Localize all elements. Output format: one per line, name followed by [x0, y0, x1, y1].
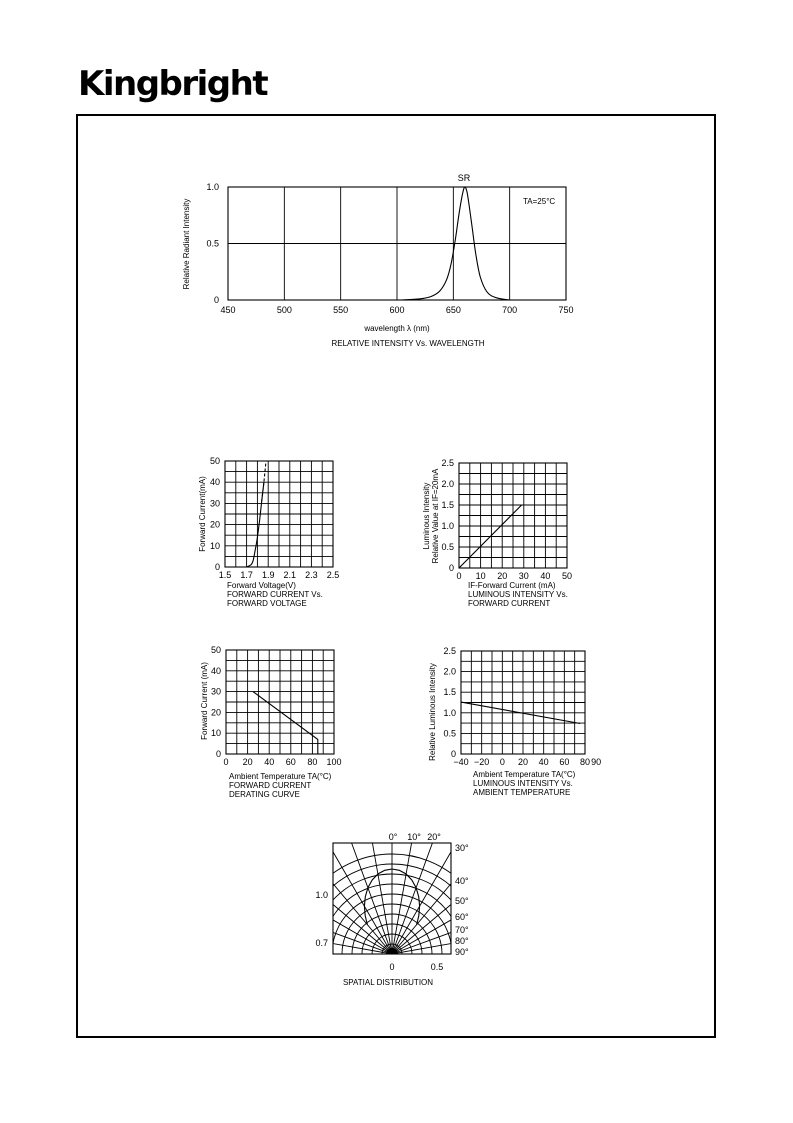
- lum-temp-chart-title-line: LUMINOUS INTENSITY Vs.: [473, 779, 573, 788]
- lum-current-chart-y-tick-label: 0.5: [441, 542, 454, 552]
- lum-temp-chart-y-tick-label: 0.5: [443, 728, 456, 739]
- iv-chart-title-line: FORWARD CURRENT Vs.: [227, 590, 323, 599]
- wavelength-chart-y-tick-label: 0: [213, 295, 219, 305]
- wavelength-chart-x-tick-label: 750: [558, 305, 574, 315]
- lum-temp-chart-x-tick-label: 90: [591, 757, 602, 767]
- lum-temp-chart-y-tick-label: 2.5: [443, 646, 456, 656]
- wavelength-chart-x-tick-label: 550: [333, 305, 349, 315]
- lum-current-chart-x-tick-label: 30: [518, 571, 529, 581]
- iv-chart-ylabel: Forward Current(mA): [198, 476, 207, 552]
- wavelength-chart-x-tick-label: 500: [276, 305, 292, 315]
- polar-angle-spoke: [219, 854, 392, 954]
- iv-chart-x-tick-label: 1.7: [240, 570, 253, 580]
- iv-chart-y-tick-label: 0: [214, 562, 220, 572]
- lum-current-chart-x-tick-label: 0: [456, 571, 462, 581]
- iv-chart-x-tick-label: 2.3: [305, 570, 318, 580]
- lum-temp-chart-x-tick-label: 0: [499, 757, 505, 767]
- iv-chart-y-tick-label: 50: [209, 456, 220, 466]
- polar-radius-label: 0.5: [430, 962, 444, 972]
- derating-chart-y-tick-label: 10: [210, 728, 221, 739]
- polar-angle-label: 90°: [455, 947, 469, 957]
- iv-chart-x-tick-label: 2.5: [326, 570, 340, 580]
- derating-chart-y-tick-label: 0: [215, 749, 221, 759]
- polar-angle-label: 70°: [455, 925, 469, 935]
- lum-current-chart-x-tick-label: 40: [540, 571, 551, 581]
- lum-temp-chart-x-tick-label: 40: [538, 757, 549, 767]
- derating-chart-y-tick-label: 40: [210, 665, 221, 676]
- polar-angle-label: 60°: [455, 912, 469, 922]
- lum-temp-chart-x-tick-label: −20: [474, 757, 490, 767]
- polar-angle-label: 20°: [427, 832, 441, 842]
- polar-angle-label: 40°: [455, 876, 469, 886]
- lum-current-chart-y-tick-label: 2.5: [441, 458, 454, 468]
- derating-chart-x-tick-label: 40: [264, 757, 275, 767]
- lum-temp-chart-ylabel: Relative Luminous Intensity: [428, 663, 437, 761]
- lum-current-chart: [422, 458, 572, 608]
- lum-current-chart-y-tick-label: 0: [448, 563, 454, 573]
- iv-chart-xlabel: Forward Voltage(V): [227, 581, 296, 590]
- iv-chart-title-line: FORWARD VOLTAGE: [227, 599, 307, 608]
- lum-temp-chart: [428, 646, 601, 797]
- lum-temp-chart-y-tick-label: 0: [450, 749, 456, 759]
- derating-chart-x-tick-label: 60: [285, 757, 296, 767]
- lum-temp-chart-xlabel: Ambient Temperature TA(°C): [473, 770, 576, 779]
- derating-chart-y-tick-label: 30: [210, 686, 221, 697]
- lum-temp-chart-y-tick-label: 2.0: [443, 666, 456, 677]
- polar-angle-label: 50°: [455, 896, 469, 906]
- derating-chart-x-tick-label: 80: [307, 757, 318, 767]
- wavelength-chart-x-tick-label: 700: [502, 305, 518, 315]
- wavelength-chart-xlabel: wavelength λ (nm): [364, 324, 430, 333]
- derating-chart-x-tick-label: 0: [223, 757, 229, 767]
- lum-current-chart-y-tick-label: 1.0: [441, 521, 454, 531]
- iv-chart-y-tick-label: 10: [209, 540, 220, 551]
- wavelength-chart-ylabel: Relative Radiant Intensity: [182, 198, 191, 290]
- wavelength-chart-condition: TA=25°C: [523, 197, 556, 206]
- wavelength-chart-title: RELATIVE INTENSITY Vs. WAVELENGTH: [331, 339, 485, 348]
- derating-chart: [200, 645, 342, 799]
- polar-radius-label: 0: [389, 962, 395, 972]
- iv-chart-x-tick-label: 1.9: [261, 570, 275, 580]
- lum-temp-chart-x-tick-label: −40: [453, 757, 469, 767]
- lum-temp-chart-y-tick-label: 1.5: [443, 687, 456, 698]
- polar-angle-label: 0°: [388, 832, 398, 842]
- lum-temp-chart-title-line: AMBIENT TEMPERATURE: [473, 788, 571, 797]
- lum-temp-chart-title: [473, 779, 573, 797]
- derating-chart-title: [229, 781, 311, 799]
- iv-chart: [198, 456, 339, 608]
- wavelength-chart-x-tick-label: 600: [389, 305, 405, 315]
- lum-current-chart-title-line: FORWARD CURRENT: [468, 599, 551, 608]
- iv-chart-y-tick-label: 20: [209, 519, 220, 530]
- polar-radius-label: 1.0: [315, 890, 328, 900]
- iv-chart-x-tick-label: 2.1: [283, 570, 297, 580]
- lum-current-chart-title: [468, 590, 568, 608]
- polar-angle-label: 30°: [455, 843, 469, 853]
- iv-chart-series-dashed: [262, 461, 266, 501]
- lum-temp-chart-y-tick-label: 1.0: [443, 707, 456, 718]
- lum-current-chart-xlabel: IF-Forward Current (mA): [468, 581, 556, 590]
- wavelength-chart-x-tick-label: 450: [220, 305, 236, 315]
- iv-chart-x-tick-label: 1.5: [218, 570, 232, 580]
- iv-chart-title: [227, 590, 323, 608]
- lum-current-chart-x-tick-label: 50: [561, 571, 573, 581]
- lum-temp-chart-x-tick-label: 80: [579, 757, 591, 767]
- polar-angle-spoke: [263, 801, 392, 954]
- lum-current-chart-title-line: LUMINOUS INTENSITY Vs.: [468, 590, 568, 599]
- spatial-distribution-title: SPATIAL DISTRIBUTION: [342, 978, 434, 987]
- wavelength-chart-y-tick-label: 1.0: [206, 182, 219, 192]
- iv-chart-y-tick-label: 40: [209, 477, 220, 488]
- lum-current-chart-ylabel-line: Relative Value at IF=20mA: [431, 468, 440, 564]
- lum-current-chart-ylabel-line: Luminous Intensity: [422, 482, 431, 550]
- wavelength-chart-x-tick-label: 650: [445, 305, 461, 315]
- lum-temp-chart-x-tick-label: 20: [517, 757, 529, 767]
- derating-chart-xlabel: Ambient Temperature TA(°C): [229, 772, 332, 781]
- polar-angle-spoke: [392, 854, 565, 954]
- polar-radius-label: 0.7: [315, 938, 328, 948]
- derating-chart-x-tick-label: 20: [242, 757, 253, 767]
- derating-chart-ylabel: Forward Current (mA): [200, 662, 209, 740]
- derating-chart-y-tick-label: 20: [210, 707, 221, 718]
- derating-chart-title-line: DERATING CURVE: [229, 790, 300, 799]
- wavelength-chart: [182, 173, 574, 348]
- lum-temp-chart-x-tick-label: 60: [559, 757, 570, 767]
- lum-current-chart-y-tick-label: 1.5: [441, 500, 454, 510]
- wavelength-chart-y-tick-label: 0.5: [206, 238, 219, 249]
- polar-angle-label: 80°: [455, 936, 469, 946]
- derating-chart-title-line: FORWARD CURRENT: [229, 781, 312, 790]
- wavelength-chart-peak-label: SR: [457, 173, 471, 183]
- lum-current-chart-x-tick-label: 10: [475, 571, 486, 581]
- polar-angle-label: 10°: [407, 832, 421, 842]
- lum-current-chart-ylabel: [422, 468, 440, 563]
- brand-logo: Kingbright: [78, 64, 268, 104]
- lum-current-chart-y-tick-label: 2.0: [441, 479, 454, 489]
- iv-chart-y-tick-label: 30: [209, 498, 220, 509]
- derating-chart-y-tick-label: 50: [210, 645, 221, 655]
- derating-chart-x-tick-label: 100: [326, 757, 342, 767]
- lum-current-chart-x-tick-label: 20: [497, 571, 508, 581]
